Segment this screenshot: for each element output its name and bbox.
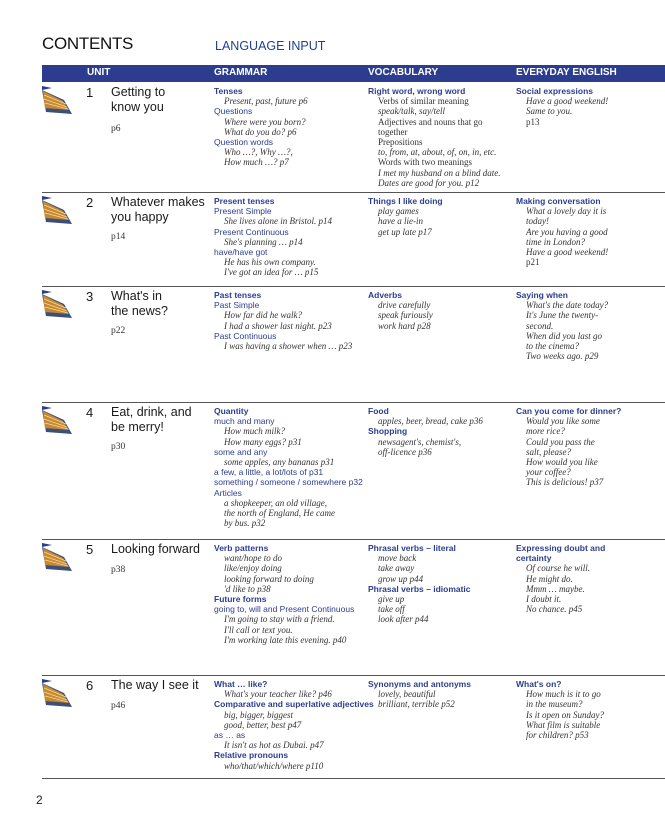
grammar-cell (214, 196, 364, 278)
vocabulary-cell (368, 406, 514, 457)
everyday-english-cell-line: What's the date today? (526, 300, 609, 311)
everyday-english-cell-line: What a lovely day it is (526, 206, 607, 217)
grammar-cell-line: something / someone / somewhere p32 (214, 477, 363, 488)
page-title: CONTENTS (42, 34, 134, 53)
grammar-cell-line: How far did he walk? (224, 310, 302, 321)
grammar-cell-line: good, better, best p47 (224, 719, 302, 730)
vocabulary-cell-line: apples, beer, bread, cake p36 (378, 416, 483, 427)
vocabulary-cell-line: off-licence p36 (378, 446, 432, 457)
unit-number: 3 (86, 289, 94, 304)
unit-title (111, 678, 211, 693)
grammar-cell-line: Tenses (214, 86, 243, 96)
grammar-cell-line: Future forms (214, 594, 267, 605)
grammar-cell-line: Past Simple (214, 300, 260, 311)
vocabulary-cell-line: together (378, 126, 408, 137)
everyday-english-cell-line: What film is suitable (526, 719, 601, 730)
unit-row (42, 192, 665, 287)
book-pages-icon (42, 543, 74, 571)
page-number: 2 (36, 793, 43, 807)
vocabulary-cell-line: Food (368, 406, 389, 416)
grammar-cell (214, 406, 364, 528)
vocabulary-cell-line: Things I like doing (368, 196, 443, 206)
grammar-cell-line: How much …? p7 (224, 157, 289, 168)
vocabulary-cell-line: look after p44 (378, 614, 429, 625)
unit-title-line: What's in (111, 289, 163, 303)
grammar-cell (214, 679, 374, 771)
unit-title-line: Getting to (111, 85, 166, 99)
vocabulary-cell-line: speak/talk, say/tell (378, 106, 445, 117)
header-grammar: GRAMMAR (214, 67, 268, 78)
vocabulary-cell-line: play games (378, 206, 419, 217)
vocabulary-cell-line: drive carefully (378, 300, 431, 311)
everyday-english-cell-line: Is it open on Sunday? (526, 709, 604, 720)
everyday-english-cell-line: for children? p53 (526, 730, 589, 741)
grammar-cell-line: Articles (214, 487, 242, 498)
grammar-cell-line: Present, past, future p6 (224, 96, 308, 107)
vocabulary-cell-line: take away (378, 563, 415, 574)
everyday-english-cell-line: It's June the twenty- (526, 310, 599, 321)
vocabulary-cell-line: speak furiously (378, 310, 433, 321)
unit-title-line: you happy (111, 210, 169, 224)
everyday-english-cell-line: Would you like some (526, 416, 600, 427)
everyday-english-cell-line: in the museum? (526, 699, 583, 710)
everyday-english-cell-line: second. (526, 320, 554, 331)
grammar-cell-line: Questions (214, 106, 253, 117)
grammar-cell-line: going to, will and Present Continuous (214, 604, 355, 615)
unit-number: 5 (86, 542, 94, 557)
grammar-cell-line: Verb patterns (214, 543, 269, 553)
everyday-english-cell-line: Social expressions (516, 86, 594, 96)
grammar-cell-line: Question words (214, 137, 274, 148)
grammar-cell-line: some apples, any bananas p31 (224, 457, 335, 468)
unit-title (111, 542, 211, 557)
unit-title-line: the news? (111, 304, 168, 318)
grammar-cell-line: by bus. p32 (224, 518, 266, 529)
header-vocabulary: VOCABULARY (368, 67, 439, 78)
grammar-cell-line: Present tenses (214, 196, 275, 206)
book-pages-icon (42, 406, 74, 434)
everyday-english-cell (516, 679, 664, 740)
unit-page-ref: p46 (111, 701, 126, 711)
vocabulary-cell-line: get up late p17 (378, 226, 432, 237)
everyday-english-cell-line: your coffee? (526, 467, 571, 478)
grammar-cell-line: How many eggs? p31 (224, 436, 302, 447)
vocabulary-cell (368, 290, 514, 331)
everyday-english-cell-line: salt, please? (526, 446, 571, 457)
grammar-cell-line: some and any (214, 446, 268, 457)
everyday-english-cell (516, 290, 664, 361)
unit-row (42, 539, 665, 676)
everyday-english-cell-line: more rice? (526, 426, 565, 437)
unit-number: 1 (86, 85, 94, 100)
everyday-english-cell-line: He might do. (526, 573, 573, 584)
unit-row (42, 675, 665, 779)
everyday-english-cell (516, 86, 664, 127)
vocabulary-cell (368, 679, 514, 710)
header-unit: UNIT (87, 67, 111, 78)
grammar-cell-line: I've got an idea for … p15 (224, 267, 319, 278)
grammar-cell-line: I was having a shower when … p23 (224, 341, 353, 352)
grammar-cell (214, 543, 364, 645)
everyday-english-cell-line: Saying when (516, 290, 568, 300)
unit-page-ref: p22 (111, 326, 126, 336)
grammar-cell-line: Where were you born? (224, 116, 306, 127)
grammar-cell-line: a few, a little, a lot/lots of p31 (214, 467, 324, 478)
book-pages-icon (42, 679, 74, 707)
everyday-english-cell-line: p13 (526, 116, 540, 127)
everyday-english-cell-line: How would you like (526, 457, 598, 468)
everyday-english-cell-line: Have a good weekend! (526, 96, 609, 107)
vocabulary-cell-line: take off (378, 604, 405, 615)
unit-title-line: Eat, drink, and (111, 405, 192, 419)
grammar-cell-line: a shopkeeper, an old village, (224, 497, 327, 508)
grammar-cell-line: looking forward to doing (224, 573, 314, 584)
grammar-cell-line: I had a shower last night. p23 (224, 320, 332, 331)
grammar-cell-line: I'm working late this evening. p40 (224, 634, 347, 645)
unit-page-ref: p6 (111, 124, 121, 134)
vocabulary-cell-line: I met my husband on a blind date. (378, 167, 501, 178)
unit-row (42, 402, 665, 540)
everyday-english-cell-line: Have a good weekend! (526, 247, 609, 258)
grammar-cell-line: like/enjoy doing (224, 563, 282, 574)
grammar-cell-line: Present Simple (214, 206, 272, 217)
grammar-cell-line: Quantity (214, 406, 249, 416)
everyday-english-cell-line: What's on? (516, 679, 562, 689)
book-pages-icon (42, 86, 74, 114)
everyday-english-cell-line: This is delicious! p37 (526, 477, 604, 488)
vocabulary-cell-line: newsagent's, chemist's, (378, 436, 462, 447)
vocabulary-cell-line: Dates are good for you. p12 (378, 177, 480, 188)
grammar-cell-line: How much milk? (224, 426, 285, 437)
grammar-cell-line: Present Continuous (214, 226, 289, 237)
everyday-english-cell (516, 406, 664, 488)
grammar-cell-line: Relative pronouns (214, 750, 289, 761)
book-pages-icon (42, 290, 74, 318)
everyday-english-cell-line: Making conversation (516, 196, 601, 206)
grammar-cell-line: She lives alone in Bristol. p14 (224, 216, 332, 227)
grammar-cell-line: He has his own company. (224, 257, 316, 268)
everyday-english-cell-line: certainty (516, 553, 552, 564)
unit-page-ref: p14 (111, 232, 126, 242)
vocabulary-cell-line: lovely, beautiful (378, 689, 436, 700)
vocabulary-cell-line: Phrasal verbs – idiomatic (368, 583, 471, 594)
vocabulary-cell (368, 196, 514, 237)
everyday-english-cell-line: today! (526, 216, 549, 227)
vocabulary-cell-line: Verbs of similar meaning (378, 96, 469, 107)
vocabulary-cell-line: Synonyms and antonyms (368, 679, 471, 689)
grammar-cell-line: 'd like to p38 (224, 583, 271, 594)
everyday-english-cell-line: Same to you. (526, 106, 573, 117)
unit-row (42, 286, 665, 403)
unit-title-line: be merry! (111, 420, 164, 434)
unit-number: 4 (86, 405, 94, 420)
vocabulary-cell-line: give up (378, 594, 405, 605)
grammar-cell-line: much and many (214, 416, 275, 427)
vocabulary-cell-line: Adverbs (368, 290, 403, 300)
grammar-cell-line: Who …?, Why …?, (224, 147, 293, 158)
everyday-english-cell-line: I doubt it. (526, 594, 562, 605)
everyday-english-cell-line: Are you having a good (526, 226, 608, 237)
unit-number: 6 (86, 678, 94, 693)
vocabulary-cell-line: Right word, wrong word (368, 86, 466, 96)
grammar-cell (214, 86, 364, 168)
everyday-english-cell-line: time in London? (526, 236, 586, 247)
header-everyday-english: EVERYDAY ENGLISH (516, 67, 617, 78)
grammar-cell-line: want/hope to do (224, 553, 282, 564)
book-pages-icon (42, 196, 74, 224)
unit-number: 2 (86, 195, 94, 210)
grammar-cell-line: Comparative and superlative adjectives (214, 699, 374, 710)
everyday-english-cell-line: No chance. p45 (526, 604, 583, 615)
everyday-english-cell-line: Mmm … maybe. (526, 583, 585, 594)
grammar-cell (214, 290, 364, 351)
grammar-cell-line: What … like? (214, 679, 268, 689)
vocabulary-cell-line: brilliant, terrible p52 (378, 699, 455, 710)
unit-page-ref: p30 (111, 442, 126, 452)
vocabulary-cell-line: move back (378, 553, 417, 564)
everyday-english-cell (516, 196, 664, 267)
everyday-english-cell-line: When did you last go (526, 330, 602, 341)
grammar-cell-line: Past Continuous (214, 330, 277, 341)
vocabulary-cell (368, 86, 514, 188)
unit-title (111, 195, 211, 225)
everyday-english-cell-line: Expressing doubt and (516, 543, 606, 553)
grammar-cell-line: What do you do? p6 (224, 126, 297, 137)
unit-title (111, 289, 211, 319)
grammar-cell-line: the north of England, He came (224, 508, 335, 519)
grammar-cell-line: It isn't as hot as Dubai. p47 (224, 740, 324, 751)
vocabulary-cell-line: Prepositions (378, 137, 423, 148)
vocabulary-cell-line: Phrasal verbs – literal (368, 543, 456, 553)
vocabulary-cell-line: Shopping (368, 426, 408, 437)
grammar-cell-line: big, bigger, biggest (224, 709, 293, 720)
everyday-english-cell-line: Could you pass the (526, 436, 595, 447)
unit-row (42, 82, 665, 193)
grammar-cell-line: Past tenses (214, 290, 262, 300)
everyday-english-cell-line: Of course he will. (526, 563, 590, 574)
unit-page-ref: p38 (111, 565, 126, 575)
grammar-cell-line: I'm going to stay with a friend. (224, 614, 335, 625)
grammar-cell-line: who/that/which/where p110 (224, 760, 324, 771)
unit-title (111, 85, 211, 115)
column-header-bar (42, 65, 665, 82)
grammar-cell-line: I'll call or text you. (224, 624, 293, 635)
everyday-english-cell-line: Can you come for dinner? (516, 406, 622, 416)
vocabulary-cell-line: grow up p44 (378, 573, 424, 584)
unit-title-line: Whatever makes (111, 195, 205, 209)
everyday-english-cell-line: Two weeks ago. p29 (526, 351, 599, 362)
unit-title-line: know you (111, 100, 164, 114)
grammar-cell-line: She's planning … p14 (224, 236, 303, 247)
vocabulary-cell-line: Words with two meanings (378, 157, 473, 168)
everyday-english-cell-line: p21 (526, 257, 540, 268)
everyday-english-cell (516, 543, 664, 614)
vocabulary-cell-line: Adjectives and nouns that go (378, 116, 483, 127)
unit-title-line: Looking forward (111, 542, 200, 556)
vocabulary-cell-line: to, from, at, about, of, on, in, etc. (378, 147, 497, 158)
vocabulary-cell-line: work hard p28 (378, 320, 431, 331)
vocabulary-cell (368, 543, 514, 625)
vocabulary-cell-line: have a lie-in (378, 216, 423, 227)
grammar-cell-line: as … as (214, 730, 246, 741)
everyday-english-cell-line: How much is it to go (526, 689, 601, 700)
section-subtitle: LANGUAGE INPUT (215, 39, 326, 53)
grammar-cell-line: have/have got (214, 247, 268, 258)
grammar-cell-line: What's your teacher like? p46 (224, 689, 332, 700)
unit-title (111, 405, 211, 435)
unit-title-line: The way I see it (111, 678, 199, 692)
everyday-english-cell-line: to the cinema? (526, 341, 579, 352)
